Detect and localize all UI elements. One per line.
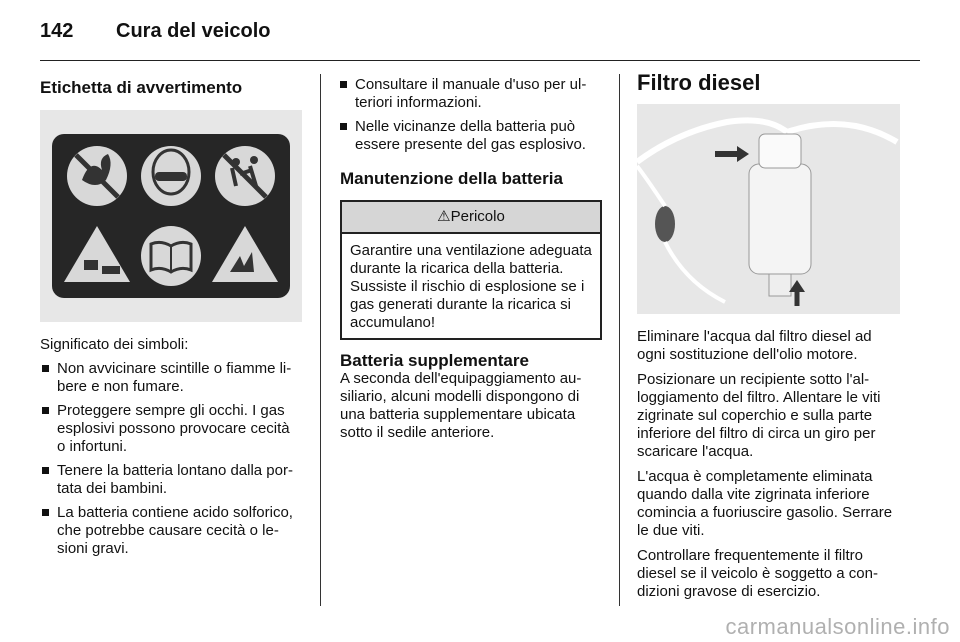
warning-triangle-icon: ⚠ — [437, 208, 451, 225]
danger-text: Garantire una ventilazione adeguata durante la ricarica della batteria. Sussiste il rischio di esplosione se i gas generati durante la ricarica si accumulano! — [350, 242, 592, 331]
keep-children-away-icon — [215, 146, 275, 206]
list-item: Non avvicinare scintille o fiamme libere e non fumare. — [42, 360, 302, 396]
list-item: Nelle vicinanze della batteria può essere presente del gas esplosivo. — [340, 118, 602, 154]
auxiliary-battery-heading: Batteria supplementare — [340, 351, 529, 370]
list-item: Proteggere sempre gli occhi. I gas esplosivi possono provocare cecità o infortuni. — [42, 402, 302, 456]
paragraph: L'acqua è completamente eliminata quando dalla vite zigrinata inferiore comincia a fuoriuscire gasolio. Serrare le due viti. — [637, 468, 893, 539]
read-manual-icon — [141, 226, 201, 286]
section-title: Cura del veicolo — [116, 20, 271, 42]
diesel-filter-heading: Filtro diesel — [637, 70, 761, 95]
list-item: Consultare il manuale d'uso per ulteriori informazioni. — [340, 76, 602, 112]
page-header — [40, 20, 271, 43]
symbols-list — [42, 360, 302, 558]
watermark: carmanualsonline.info — [725, 614, 950, 639]
page-number: 142 — [40, 20, 74, 42]
warning-label-heading: Etichetta di avvertimento — [40, 78, 243, 97]
auxiliary-battery-text: A seconda dell'equipaggiamento ausiliario, alcuni modelli dispongono di una batteria supplementare ubicata sotto il sedile anteriore. — [340, 370, 582, 441]
diesel-filter-image — [637, 104, 900, 314]
no-fire-icon — [67, 146, 127, 206]
column-1 — [40, 74, 302, 558]
list-item: La batteria contiene acido solforico, che potrebbe causare cecità o lesioni gravi. — [42, 504, 302, 558]
paragraph: Eliminare l'acqua dal filtro diesel ad ogni sostituzione dell'olio motore. — [637, 328, 872, 363]
column-2 — [340, 74, 602, 442]
list-item: Tenere la batteria lontano dalla portata dei bambini. — [42, 462, 302, 498]
column-divider — [619, 74, 620, 606]
warning-label-image — [40, 110, 302, 322]
warning-label-illustration — [40, 110, 302, 322]
column-divider — [320, 74, 321, 606]
danger-header — [342, 202, 600, 234]
column-3 — [637, 70, 900, 601]
paragraph: Controllare frequentemente il filtro diesel se il veicolo è soggetto a condizioni gravose di esercizio. — [637, 547, 878, 600]
diesel-filter-illustration — [637, 104, 900, 314]
battery-maintenance-heading: Manutenzione della batteria — [340, 169, 563, 188]
symbols-list-continued — [340, 76, 602, 154]
header-rule — [40, 60, 920, 61]
paragraph: Posizionare un recipiente sotto l'alloggiamento del filtro. Allentare le viti zigrinate sul coperchio e sulla parte inferiore del filtro di circa un giro per scaricare l'acqua. — [637, 371, 881, 460]
danger-title: Pericolo — [450, 208, 505, 225]
eye-protection-icon — [141, 146, 201, 206]
danger-box — [340, 200, 602, 340]
symbols-intro: Significato dei simboli: — [40, 336, 189, 353]
